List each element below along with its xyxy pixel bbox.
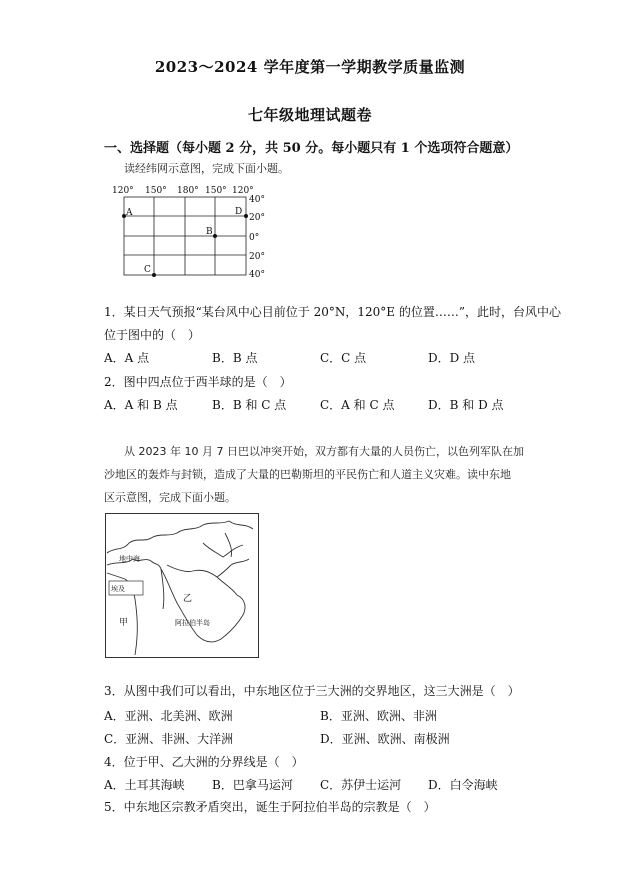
middle-east-map-figure	[105, 513, 259, 658]
point-b-label: B	[206, 227, 213, 237]
grid-top-label: 150°	[145, 186, 167, 196]
q4-option-b[interactable]: B．巴拿马运河	[212, 778, 293, 792]
question-5-text: 5．中东地区宗教矛盾突出，诞生于阿拉伯半岛的宗教是（ ）	[104, 800, 436, 814]
point-c-label: C	[144, 265, 151, 275]
point-d-marker	[244, 214, 248, 218]
question-1-text-cont: 位于图中的（ ）	[104, 328, 201, 342]
q1-option-c[interactable]: C．C 点	[320, 351, 367, 365]
intro-text-2-line2: 沙地区的轰炸与封锁，造成了大量的巴勒斯坦的平民伤亡和人道主义灾难。读中东地	[104, 468, 511, 481]
grid-top-label: 120°	[232, 186, 254, 196]
map-region-label-3: 埃及	[111, 585, 125, 593]
map-region-label-1: 地中海	[119, 555, 140, 563]
grid-right-label: 20°	[249, 252, 265, 262]
point-c-marker	[152, 273, 156, 277]
map-label-yi: 乙	[183, 594, 193, 604]
q3-option-d[interactable]: D．亚洲、欧洲、南极洲	[320, 732, 450, 746]
question-3-text: 3．从图中我们可以看出，中东地区位于三大洲的交界地区，这三大洲是（ ）	[104, 684, 520, 698]
q2-option-c[interactable]: C．A 和 C 点	[320, 398, 395, 412]
q2-option-a[interactable]: A．A 和 B 点	[104, 398, 178, 412]
map-region-label-2: 阿拉伯半岛	[175, 619, 210, 627]
point-d-label: D	[235, 207, 243, 217]
grid-right-label: 40°	[249, 195, 265, 205]
q4-option-a[interactable]: A．土耳其海峡	[104, 778, 185, 792]
q2-option-b[interactable]: B．B 和 C 点	[212, 398, 287, 412]
point-a-label: A	[126, 208, 133, 218]
q1-option-d[interactable]: D．D 点	[428, 351, 476, 365]
q4-option-c[interactable]: C．苏伊士运河	[320, 778, 402, 792]
section-heading: 一、选择题（每小题 2 分，共 50 分。每小题只有 1 个选项符合题意）	[104, 141, 519, 156]
intro-text-1: 读经纬网示意图，完成下面小题。	[124, 162, 289, 175]
grid-top-label: 150°	[205, 186, 227, 196]
grid-right-label: 40°	[249, 270, 265, 280]
intro-text-2-line3: 区示意图，完成下面小题。	[104, 491, 236, 504]
q1-option-a[interactable]: A．A 点	[104, 351, 150, 365]
question-4-text: 4．位于甲、乙大洲的分界线是（ ）	[104, 755, 304, 769]
grid-right-label: 0°	[249, 233, 260, 243]
exam-title: 2023～2024 学年度第一学期教学质量监测	[154, 58, 466, 76]
latlong-grid-figure	[108, 183, 278, 283]
q1-option-b[interactable]: B．B 点	[212, 351, 258, 365]
q3-option-b[interactable]: B．亚洲、欧洲、非洲	[320, 709, 437, 723]
grid-right-label: 20°	[249, 213, 265, 223]
q3-option-c[interactable]: C．亚洲、非洲、大洋洲	[104, 732, 234, 746]
question-2-text: 2．图中四点位于西半球的是（ ）	[104, 375, 292, 389]
map-label-jia: 甲	[119, 618, 129, 628]
point-b-marker	[213, 234, 217, 238]
q4-option-d[interactable]: D．白令海峡	[428, 778, 498, 792]
grid-top-label: 120°	[112, 186, 134, 196]
exam-subtitle: 七年级地理试题卷	[247, 106, 372, 124]
q2-option-d[interactable]: D．B 和 D 点	[428, 398, 504, 412]
q3-option-a[interactable]: A．亚洲、北美洲、欧洲	[104, 709, 233, 723]
question-1-text: 1．某日天气预报“某台风中心目前位于 20°N，120°E 的位置……”，此时，台风中心	[104, 305, 561, 319]
grid-top-label: 180°	[177, 186, 199, 196]
intro-text-2-line1: 从 2023 年 10 月 7 日巴以冲突开始，双方都有大量的人员伤亡，以色列军队在加	[124, 445, 524, 458]
